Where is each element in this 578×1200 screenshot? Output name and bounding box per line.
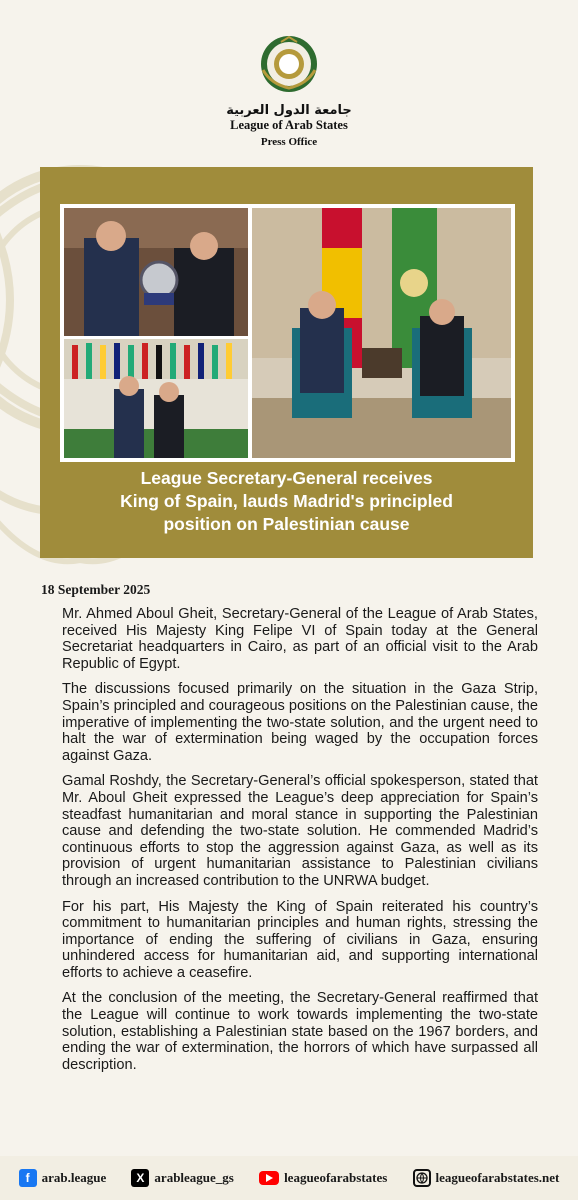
article-paragraph: For his part, His Majesty the King of Spain reiterated his country’s commitment to humanitarian principles and human rights, stressing the importance of ending the suffering of civilians in Gaza, ensuring unhindered access for humanitarian aid, and supporting international efforts to achieve a ceasefire. bbox=[62, 898, 538, 981]
youtube-icon bbox=[259, 1171, 279, 1185]
article-body bbox=[62, 606, 538, 1082]
arabic-league-name: جامعة الدول العربية bbox=[226, 103, 352, 118]
facebook-handle: arab.league bbox=[41, 1170, 107, 1185]
article-paragraph: The discussions focused primarily on the situation in the Gaza Strip, Spain’s principled and courageous positions on the Palestinian cause, the imperative of implementing the two-state solution, and the urgent need to halt the war of extermination being waged by the occupation forces against Gaza. bbox=[62, 681, 538, 764]
headline-line-1: League Secretary-General receives bbox=[140, 468, 433, 488]
facebook-icon: f bbox=[19, 1169, 37, 1187]
website-url: leagueofarabstates.net bbox=[435, 1170, 560, 1185]
league-emblem-icon bbox=[259, 34, 319, 94]
award-presentation-photo bbox=[64, 208, 248, 336]
x-link[interactable] bbox=[131, 1169, 233, 1187]
press-office-label: Press Office bbox=[260, 136, 318, 148]
news-banner bbox=[40, 167, 533, 558]
x-handle: arableague_gs bbox=[154, 1170, 234, 1185]
release-date: 18 September 2025 bbox=[41, 582, 151, 597]
facebook-link[interactable] bbox=[19, 1169, 107, 1187]
press-header bbox=[0, 34, 578, 148]
courtyard-greeting-photo bbox=[64, 339, 248, 458]
seated-meeting-photo bbox=[252, 208, 511, 458]
article-paragraph: Gamal Roshdy, the Secretary-General’s official spokesperson, stated that Mr. Aboul Gheit expressed the League’s deep appreciation for Spain’s steadfast humanitarian and moral stance in supporting the Palestinian cause and defending the two-state solution. He commended Madrid’s continuous efforts to stop the aggression against Gaza, as well as its provision of urgent humanitarian assistance to Palestinian civilians through an increased contribution to the UNRWA budget. bbox=[62, 773, 538, 889]
photo-collage bbox=[60, 204, 515, 462]
social-footer bbox=[0, 1156, 578, 1200]
website-link[interactable] bbox=[413, 1169, 560, 1187]
youtube-handle: leagueofarabstates bbox=[284, 1170, 388, 1185]
youtube-link[interactable] bbox=[259, 1170, 387, 1186]
article-paragraph: Mr. Ahmed Aboul Gheit, Secretary-General of the League of Arab States, received His Majesty King Felipe VI of Spain today at the General Secretariat headquarters in Cairo, as part of an official visit to the Arab Republic of Egypt. bbox=[62, 606, 538, 672]
article-paragraph: At the conclusion of the meeting, the Secretary-General reaffirmed that the League will continue to work towards implementing the two-state solution, establishing a Palestinian state based on the 1967 borders, and ending the war of extermination, the horrors of which have surpassed all description. bbox=[62, 990, 538, 1073]
headline-line-3: position on Palestinian cause bbox=[163, 514, 410, 534]
english-league-name: League of Arab States bbox=[230, 118, 348, 132]
news-headline bbox=[40, 467, 533, 536]
globe-icon bbox=[413, 1169, 431, 1187]
x-icon: X bbox=[131, 1169, 149, 1187]
headline-line-2: King of Spain, lauds Madrid's principled bbox=[120, 491, 453, 511]
